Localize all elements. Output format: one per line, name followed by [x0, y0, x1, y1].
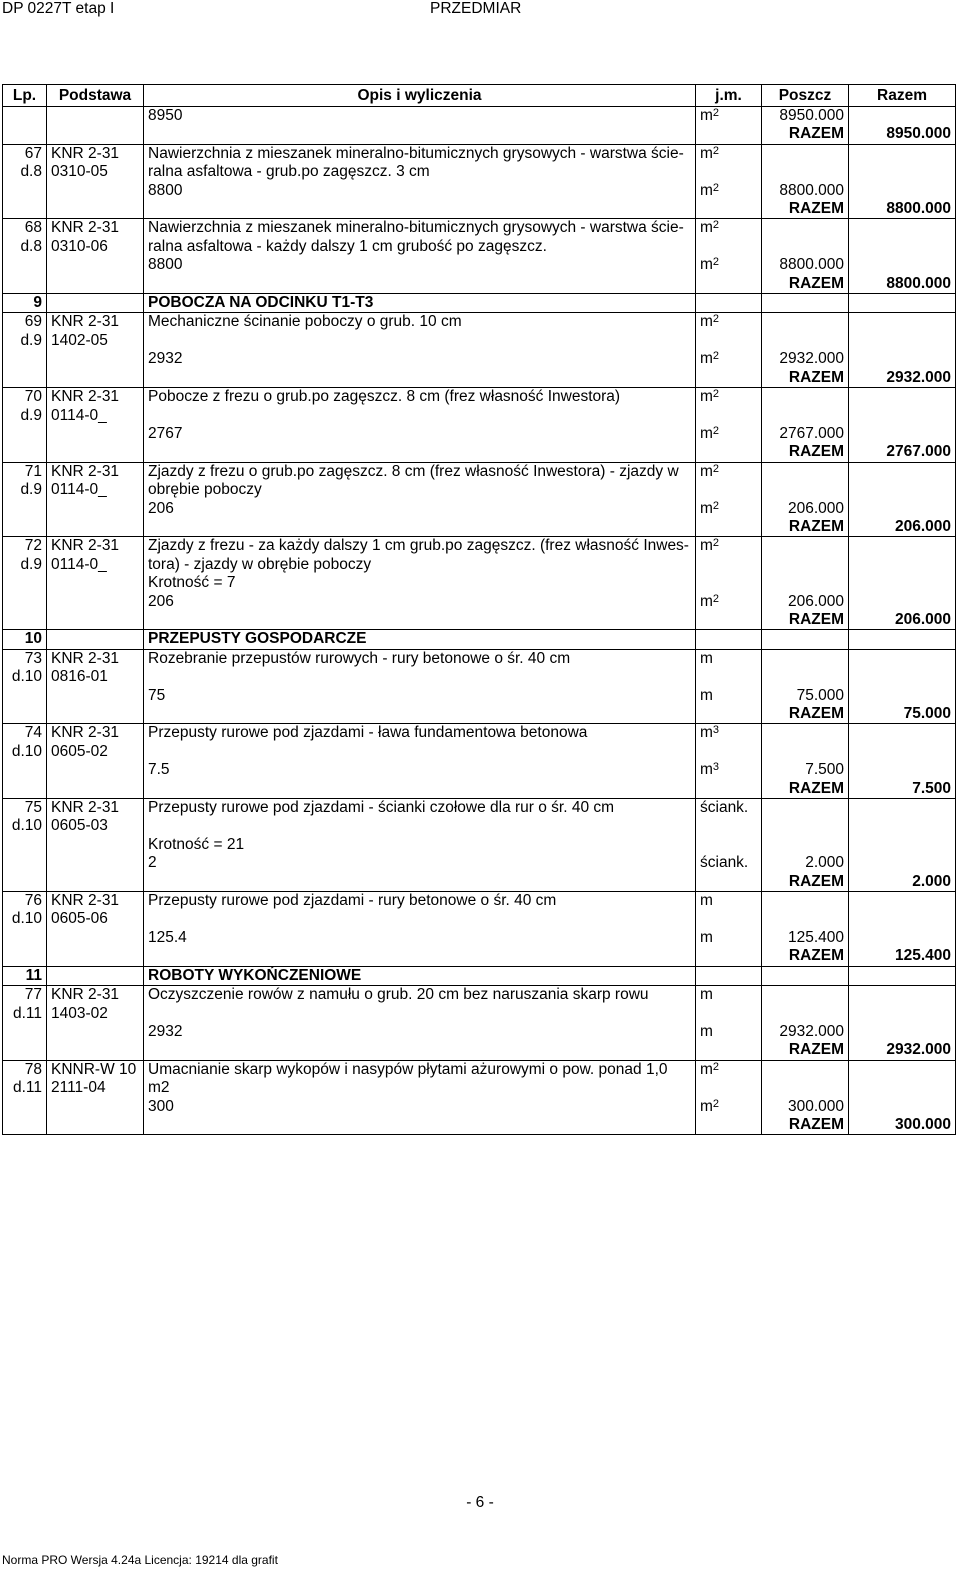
norm-position: 2111-04 — [51, 1079, 106, 1097]
unit-cell: $m^3$ — [696, 724, 762, 761]
sum-label: RAZEM — [762, 1041, 849, 1060]
calc-expression: 2932 — [144, 1023, 696, 1041]
calc-expression: 2767 — [144, 425, 696, 443]
unit-cell: $m^2$ — [696, 219, 762, 256]
calc-value: 8800.000 — [762, 256, 849, 274]
multiplier-note: Krotność = 21 — [144, 836, 696, 854]
calc-expression: 8950 — [144, 107, 696, 126]
table-header-row — [3, 85, 956, 107]
item-division: d.10 — [11, 668, 42, 686]
sum-row — [3, 518, 956, 537]
section-title: PRZEPUSTY GOSPODARCZE — [144, 630, 696, 649]
section-title: POBOCZA NA ODCINKU T1-T3 — [144, 294, 696, 313]
item-division: d.9 — [20, 331, 42, 349]
calc-row — [3, 107, 956, 126]
norm-position: 0605-06 — [51, 910, 108, 928]
multiplier-note: Krotność = 7 — [144, 574, 696, 592]
sum-label: RAZEM — [762, 947, 849, 966]
norm-position: 0310-05 — [51, 163, 108, 181]
sum-row — [3, 1041, 956, 1060]
item-division: d.10 — [11, 817, 42, 835]
item-division: d.9 — [20, 406, 42, 424]
calc-row — [3, 854, 956, 872]
item-number: 74 — [24, 724, 42, 742]
item-row — [3, 313, 956, 350]
item-podstawa — [47, 313, 144, 350]
przedmiar-table — [2, 84, 956, 1135]
norm-catalog: KNR 2-31 — [51, 649, 120, 667]
section-number: 11 — [3, 966, 47, 985]
sum-row — [3, 611, 956, 630]
unit-cell: m — [696, 1023, 762, 1041]
unit-cell: $m^2$ — [696, 1060, 762, 1097]
norm-position: 0605-03 — [51, 817, 108, 835]
item-lp — [3, 724, 47, 761]
sum-value: 206.000 — [849, 518, 956, 537]
item-row — [3, 219, 956, 256]
calc-row — [3, 182, 956, 200]
norm-position: 1402-05 — [51, 331, 108, 349]
item-row — [3, 388, 956, 425]
calc-value: 300.000 — [762, 1098, 849, 1116]
item-lp — [3, 1060, 47, 1097]
sum-value: 8950.000 — [849, 125, 956, 144]
calc-value: 75.000 — [762, 687, 849, 705]
norm-catalog: KNR 2-31 — [51, 799, 120, 817]
norm-catalog: KNR 2-31 — [51, 462, 120, 480]
item-number: 75 — [24, 799, 42, 817]
item-number: 67 — [24, 144, 42, 162]
item-row — [3, 892, 956, 929]
sum-row — [3, 125, 956, 144]
item-lp — [3, 313, 47, 350]
section-number: 10 — [3, 630, 47, 649]
item-division: d.9 — [20, 555, 42, 573]
norm-position: 0816-01 — [51, 668, 108, 686]
item-lp — [3, 892, 47, 929]
sum-value: 8800.000 — [849, 200, 956, 219]
item-podstawa — [47, 388, 144, 425]
sum-label: RAZEM — [762, 780, 849, 799]
calc-value: 8800.000 — [762, 182, 849, 200]
sum-value: 8800.000 — [849, 275, 956, 294]
item-row — [3, 462, 956, 499]
item-lp — [3, 986, 47, 1023]
unit-cell: $m^2$ — [696, 144, 762, 181]
calc-row — [3, 761, 956, 779]
section-number: 9 — [3, 294, 47, 313]
calc-value: 206.000 — [762, 500, 849, 518]
sum-label: RAZEM — [762, 125, 849, 144]
unit-cell: $m^2$ — [696, 425, 762, 443]
calc-value: 2.000 — [762, 854, 849, 872]
calc-row — [3, 500, 956, 518]
unit-cell: $m^2$ — [696, 388, 762, 425]
sum-label: RAZEM — [762, 518, 849, 537]
unit-cell: $m^2$ — [696, 107, 762, 126]
calc-expression: 7.5 — [144, 761, 696, 779]
section-row — [3, 966, 956, 985]
unit-cell: m — [696, 986, 762, 1023]
unit-cell: $m^2$ — [696, 313, 762, 350]
item-podstawa — [47, 219, 144, 256]
sum-value: 2932.000 — [849, 1041, 956, 1060]
item-row — [3, 799, 956, 836]
unit-cell: m — [696, 929, 762, 947]
sum-row — [3, 705, 956, 724]
item-lp — [3, 799, 47, 836]
sum-value: 75.000 — [849, 705, 956, 724]
sum-value: 2.000 — [849, 873, 956, 892]
calc-value: 206.000 — [762, 593, 849, 611]
sum-label: RAZEM — [762, 369, 849, 388]
item-lp — [3, 537, 47, 574]
col-header-lp: Lp. — [3, 85, 47, 107]
norm-catalog: KNR 2-31 — [51, 144, 120, 162]
unit-cell: $m^2$ — [696, 462, 762, 499]
item-lp — [3, 219, 47, 256]
calc-value: 2932.000 — [762, 1023, 849, 1041]
unit-cell: ściank. — [696, 854, 762, 872]
sum-label: RAZEM — [762, 873, 849, 892]
calc-value: 2932.000 — [762, 350, 849, 368]
unit-cell: m — [696, 649, 762, 686]
sum-value: 206.000 — [849, 611, 956, 630]
item-number: 69 — [24, 313, 42, 331]
sum-row — [3, 200, 956, 219]
sum-value: 2767.000 — [849, 443, 956, 462]
sum-value: 2932.000 — [849, 369, 956, 388]
sum-label: RAZEM — [762, 705, 849, 724]
unit-cell: $m^2$ — [696, 1098, 762, 1116]
item-description: Przepusty rurowe pod zjazdami - rury betonowe o śr. 40 cm — [144, 892, 696, 929]
calc-value: 7.500 — [762, 761, 849, 779]
sum-row — [3, 1116, 956, 1135]
calc-row — [3, 929, 956, 947]
calc-row — [3, 687, 956, 705]
item-description: Przepusty rurowe pod zjazdami - ława fundamentowa betonowa — [144, 724, 696, 761]
item-division: d.10 — [11, 910, 42, 928]
item-number: 78 — [24, 1060, 42, 1078]
calc-expression: 300 — [144, 1098, 696, 1116]
unit-cell: $m^2$ — [696, 350, 762, 368]
item-division: d.8 — [20, 237, 42, 255]
sum-label: RAZEM — [762, 443, 849, 462]
norm-catalog: KNR 2-31 — [51, 537, 120, 555]
unit-cell: $m^2$ — [696, 593, 762, 611]
item-division: d.9 — [20, 481, 42, 499]
col-header-opis: Opis i wyliczenia — [144, 85, 696, 107]
calc-row — [3, 1023, 956, 1041]
calc-row — [3, 593, 956, 611]
norm-catalog: KNR 2-31 — [51, 388, 120, 406]
item-row — [3, 986, 956, 1023]
norm-position: 0310-06 — [51, 237, 108, 255]
item-description: Zjazdy z frezu - za każdy dalszy 1 cm grub.po zagęszcz. (frez własność Inwes-tora) - zjazdy w obrębie poboczy — [144, 537, 696, 574]
calc-value: 125.400 — [762, 929, 849, 947]
item-podstawa — [47, 144, 144, 181]
calc-expression: 125.4 — [144, 929, 696, 947]
col-header-podstawa: Podstawa — [47, 85, 144, 107]
sum-label: RAZEM — [762, 611, 849, 630]
item-podstawa — [47, 892, 144, 929]
unit-cell: m — [696, 687, 762, 705]
item-number: 71 — [24, 462, 42, 480]
unit-cell: $m^3$ — [696, 761, 762, 779]
unit-cell: $m^2$ — [696, 537, 762, 574]
section-row — [3, 294, 956, 313]
item-number: 70 — [24, 388, 42, 406]
norm-position: 0114-0_ — [51, 406, 107, 424]
calc-row — [3, 1098, 956, 1116]
item-lp — [3, 144, 47, 181]
item-podstawa — [47, 1060, 144, 1097]
calc-value: 8950.000 — [762, 107, 849, 126]
item-podstawa — [47, 799, 144, 836]
item-podstawa — [47, 649, 144, 686]
item-description: Nawierzchnia z mieszanek mineralno-bitumicznych grysowych - warstwa ście-ralna asfaltowa - grub.po zagęszcz. 3 cm — [144, 144, 696, 181]
item-row — [3, 724, 956, 761]
item-description: Pobocze z frezu o grub.po zagęszcz. 8 cm (frez własność Inwestora) — [144, 388, 696, 425]
norm-catalog: KNR 2-31 — [51, 892, 120, 910]
item-description: Umacnianie skarp wykopów i nasypów płytami ażurowymi o pow. ponad 1,0 m2 — [144, 1060, 696, 1097]
calc-expression: 8800 — [144, 182, 696, 200]
item-number: 73 — [24, 649, 42, 667]
item-division: d.8 — [20, 163, 42, 181]
item-number: 68 — [24, 219, 42, 237]
sum-row — [3, 369, 956, 388]
norm-catalog: KNNR-W 10 — [51, 1060, 137, 1078]
item-lp — [3, 462, 47, 499]
sum-label: RAZEM — [762, 1116, 849, 1135]
norm-catalog: KNR 2-31 — [51, 724, 120, 742]
item-lp — [3, 388, 47, 425]
unit-cell: $m^2$ — [696, 182, 762, 200]
calc-expression: 75 — [144, 687, 696, 705]
item-description: Rozebranie przepustów rurowych - rury betonowe o śr. 40 cm — [144, 649, 696, 686]
item-division: d.10 — [11, 742, 42, 760]
item-row — [3, 649, 956, 686]
item-description: Oczyszczenie rowów z namułu o grub. 20 cm bez naruszania skarp rowu — [144, 986, 696, 1023]
unit-cell: m — [696, 892, 762, 929]
sum-label: RAZEM — [762, 275, 849, 294]
item-description: Nawierzchnia z mieszanek mineralno-bitumicznych grysowych - warstwa ście-ralna asfaltowa - każdy dalszy 1 cm grubość po zagęszcz. — [144, 219, 696, 256]
item-division: d.11 — [12, 1079, 42, 1097]
norm-catalog: KNR 2-31 — [51, 986, 120, 1004]
calc-expression: 2932 — [144, 350, 696, 368]
item-description: Mechaniczne ścinanie poboczy o grub. 10 cm — [144, 313, 696, 350]
calc-expression: 8800 — [144, 256, 696, 274]
sum-value: 7.500 — [849, 780, 956, 799]
sum-value: 300.000 — [849, 1116, 956, 1135]
footer-license: Norma PRO Wersja 4.24a Licencja: 19214 dla grafit — [2, 1553, 278, 1567]
section-title: ROBOTY WYKOŃCZENIOWE — [144, 966, 696, 985]
norm-catalog: KNR 2-31 — [51, 313, 120, 331]
unit-cell: $m^2$ — [696, 500, 762, 518]
item-row — [3, 144, 956, 181]
item-description: Przepusty rurowe pod zjazdami - ścianki czołowe dla rur o śr. 40 cm — [144, 799, 696, 836]
unit-cell: ściank. — [696, 799, 762, 836]
sum-row — [3, 275, 956, 294]
sum-value: 125.400 — [849, 947, 956, 966]
unit-cell: $m^2$ — [696, 256, 762, 274]
sum-label: RAZEM — [762, 200, 849, 219]
item-podstawa — [47, 724, 144, 761]
header-doc-title: PRZEDMIAR — [430, 0, 522, 17]
item-description: Zjazdy z frezu o grub.po zagęszcz. 8 cm (frez własność Inwestora) - zjazdy w obrębie poboczy — [144, 462, 696, 499]
item-number: 72 — [24, 537, 42, 555]
item-lp — [3, 649, 47, 686]
sum-row — [3, 947, 956, 966]
calc-expression: 206 — [144, 500, 696, 518]
item-podstawa — [47, 537, 144, 574]
item-number: 76 — [24, 892, 42, 910]
calc-row — [3, 425, 956, 443]
sum-row — [3, 443, 956, 462]
item-number: 77 — [24, 986, 42, 1004]
item-row — [3, 1060, 956, 1097]
norm-position: 0114-0_ — [51, 481, 107, 499]
item-podstawa — [47, 462, 144, 499]
header-project: DP 0227T etap I — [2, 0, 115, 17]
calc-row — [3, 350, 956, 368]
calc-expression: 206 — [144, 593, 696, 611]
item-division: d.11 — [12, 1004, 42, 1022]
col-header-jm: j.m. — [696, 85, 762, 107]
section-row — [3, 630, 956, 649]
sum-row — [3, 873, 956, 892]
note-row — [3, 836, 956, 854]
table-body — [3, 107, 956, 1135]
norm-position: 1403-02 — [51, 1004, 108, 1022]
item-podstawa — [47, 986, 144, 1023]
calc-value: 2767.000 — [762, 425, 849, 443]
calc-row — [3, 256, 956, 274]
col-header-poszcz: Poszcz — [762, 85, 849, 107]
norm-catalog: KNR 2-31 — [51, 219, 120, 237]
sum-row — [3, 780, 956, 799]
col-header-razem: Razem — [849, 85, 956, 107]
norm-position: 0605-02 — [51, 742, 108, 760]
norm-position: 0114-0_ — [51, 555, 107, 573]
calc-expression: 2 — [144, 854, 696, 872]
note-row — [3, 574, 956, 592]
page-number: - 6 - — [466, 1494, 494, 1511]
item-row — [3, 537, 956, 574]
